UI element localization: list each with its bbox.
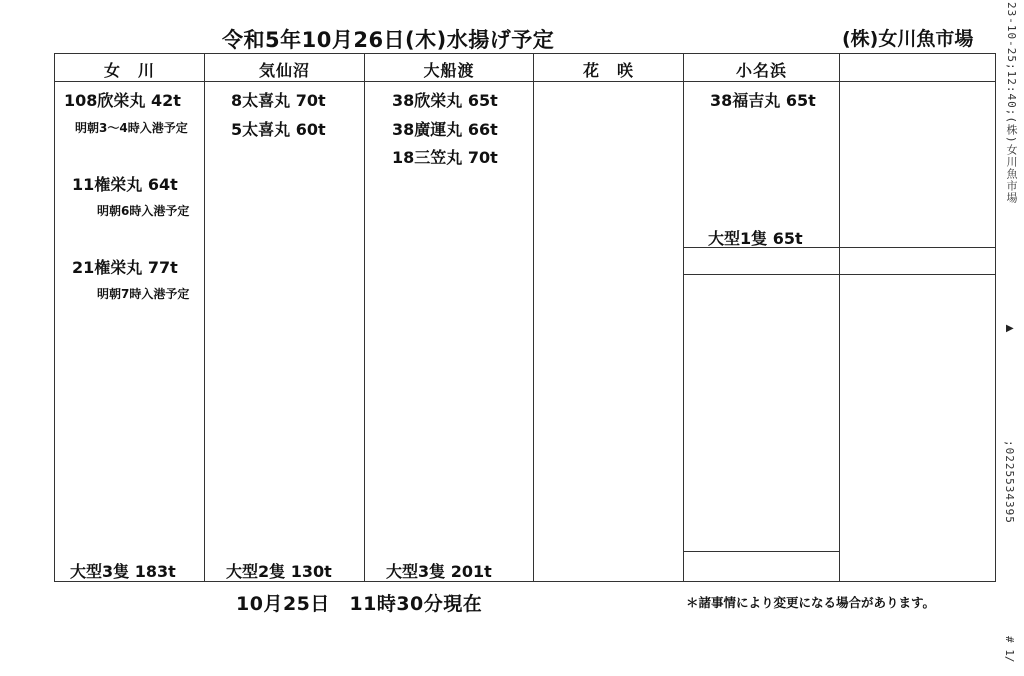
column-divider [683,54,684,581]
column-divider [364,54,365,581]
column-header-ofunato: 大船渡 [423,61,475,80]
list-item: 5太喜丸 60t [231,120,326,139]
column-divider [839,54,840,581]
arrival-note: 明朝7時入港予定 [97,287,190,301]
arrival-note: 明朝6時入港予定 [97,204,190,218]
column-header-kesennuma: 気仙沼 [258,61,310,80]
arrival-note: 明朝3～4時入港予定 [75,121,188,135]
row-divider [683,274,995,275]
fax-phone: ;0225534395 [1003,440,1016,524]
list-item: 38廣運丸 66t [392,120,498,139]
fax-page: # 1/ [1003,636,1016,663]
landing-schedule-table [54,53,996,582]
large-vessel-total: 大型1隻 65t [708,229,803,248]
list-item: 108欣栄丸 42t [64,91,181,110]
page-title: 令和5年10月26日(木)水揚げ予定 [222,28,555,52]
column-header-hanasaki: 花 咲 [582,61,634,80]
fax-timestamp: 23-10-25;12:40;(株)女川魚市場 [1005,2,1018,204]
list-item: 8太喜丸 70t [231,91,326,110]
change-notice: ＊諸事情により変更になる場合があります。 [686,595,936,610]
large-vessel-total: 大型2隻 130t [226,562,332,581]
column-divider [533,54,534,581]
as-of-time: 10月25日 11時30分現在 [236,593,483,615]
column-header-onagawa: 女 川 [103,61,155,80]
row-divider [683,551,839,552]
list-item: 38福吉丸 65t [710,91,816,110]
fax-arrow-icon: ▶ [1006,323,1014,334]
large-vessel-total: 大型3隻 201t [386,562,492,581]
column-header-blank [840,58,995,82]
column-header-onahama: 小名浜 [735,61,787,80]
list-item: 11権栄丸 64t [72,175,178,194]
company-name: (株)女川魚市場 [842,28,974,50]
large-vessel-total: 大型3隻 183t [70,562,176,581]
list-item: 38欣栄丸 65t [392,91,498,110]
column-divider [204,54,205,581]
list-item: 18三笠丸 70t [392,148,498,167]
list-item: 21権栄丸 77t [72,258,178,277]
